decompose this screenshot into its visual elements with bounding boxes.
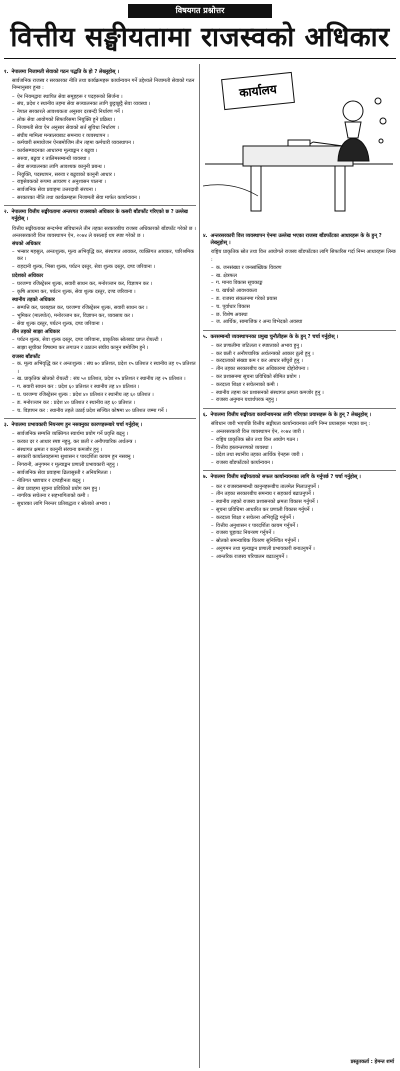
answer-item: – नेपाल सरकारले आवश्यकता अनुसार दरबन्दी निर्धारण गर्ने । xyxy=(12,109,196,116)
answer-item: – क. जनसंख्या र जनसांख्यिक विवरण xyxy=(211,265,396,272)
question-separator xyxy=(4,205,196,206)
answer-list xyxy=(211,265,396,327)
subsection-heading: संघको अधिकार xyxy=(12,241,41,248)
office-sign-text: कार्यालय xyxy=(238,82,278,100)
answer-block xyxy=(12,78,196,202)
answer-item: – कर्मचारी समायोजन ऐनबमोजिम तीन तहमा कर्मचारी व्यवस्थापन । xyxy=(12,140,196,147)
answer-item: – राहदानी शुल्क, भिसा शुल्क, पर्यटन दस्तुर, सेवा शुल्क दस्तुर, दण्ड जरिवाना । xyxy=(12,264,196,271)
answer-item: – सुधारका लागि निरन्तर प्रतिबद्धता र स्रोतको अभाव । xyxy=(12,501,196,508)
answer-item: – सेवा शुल्क दस्तुर, पर्यटन शुल्क, दण्ड जरिवाना । xyxy=(12,321,196,328)
question-number: ४. xyxy=(203,233,208,239)
answer-item: – ग. सवारी साधन कर : प्रदेश ६० प्रतिशत र स्थानीय तह ४० प्रतिशत । xyxy=(12,384,196,391)
question-separator xyxy=(203,330,396,331)
answer-item: – घ. खर्चको आवश्यकता xyxy=(211,288,396,295)
answer-item: – करदाताको संख्या कम र कर आधार साँघुरो हुनु । xyxy=(211,358,396,365)
answer-item: – राजस्व बाँडफाँटको कार्यान्वयन । xyxy=(211,460,396,467)
answer-item: – कर र राजस्वसम्बन्धी कानुनहरूबीच तालमेल मिलाउनुपर्ने । xyxy=(211,484,396,491)
answer-block xyxy=(12,431,196,508)
answer-item: – करका दर र आधार स्पष्ट नहुनु, कर छली र अनौपचारिक अर्थतन्त्र । xyxy=(12,439,196,446)
answer-item: – तीन तहका सरकारबीच कर अधिकारमा दोहोरोपना । xyxy=(211,366,396,373)
answer-item: – तीन तहका सरकारबीच समन्वय र सहकार्य बढाउनुपर्ने । xyxy=(211,491,396,498)
question-number: ७. xyxy=(203,474,208,481)
answer-item: – अनुगमन तथा मूल्याङ्कन प्रणाली प्रभावकारी बनाउनुपर्ने । xyxy=(211,546,396,553)
subsection-heading: राजस्व बाँडफाँट xyxy=(12,353,41,360)
answer-block xyxy=(211,421,396,468)
subsection-heading: स्थानीय तहको अधिकार xyxy=(12,297,55,304)
answer-item: – छ. विशेष अवस्था xyxy=(211,312,396,319)
answer-item: – नीतिगत भ्रष्टाचार र दण्डहीनता बढ्नु । xyxy=(12,478,196,485)
answer-item: – सेवा सञ्चालनका लागि आवश्यक कानुनी प्रबन्ध । xyxy=(12,164,196,171)
question-number: ५. xyxy=(203,333,208,340)
answer-block xyxy=(12,226,196,415)
answer-item: – साझा सूचीका विषयमा कर लगाउन र उठाउन संघीय कानुन बमोजिम हुने । xyxy=(12,345,196,352)
subsection-list xyxy=(12,337,196,352)
office-illustration xyxy=(203,66,396,226)
answer-item: – सेवा प्रवाहमा सूचना प्रविधिको प्रयोग कम हुनु । xyxy=(12,486,196,493)
answer-item: – भन्सार महसुल, अन्तःशुल्क, मूल्य अभिवृद्धि कर, संस्थागत आयकर, व्यक्तिगत आयकर, पारिश्रमिक कर । xyxy=(12,249,196,263)
right-column xyxy=(203,230,396,1066)
answer-item: – ख. क्षेत्रफल xyxy=(211,273,396,280)
question-separator xyxy=(203,470,396,471)
answer-list xyxy=(211,343,396,405)
answer-list xyxy=(211,484,396,561)
answer-item: – करदाता शिक्षा र सचेतना अभिवृद्धि गर्नुपर्ने । xyxy=(211,515,396,522)
answer-item: – सम्पत्ति कर, घरबहाल कर, घरजग्गा रजिस्ट्रेसन शुल्क, सवारी साधन कर । xyxy=(12,305,196,312)
answer-block xyxy=(211,249,396,326)
question-text: अन्तरसरकारी वित्त व्यवस्थापन ऐनमा उल्लेख भएका राजस्व बाँडफाँटका आधारहरू के के हुन् ? लेख्नुहोस् । xyxy=(210,233,382,247)
answer-item: – स्थानीय तहमा कर प्रशासनको संस्थागत क्षमता कमजोर हुनु । xyxy=(211,390,396,397)
answer-item: – स्थानीय तहको राजस्व प्रशासनको क्षमता विकास गर्नुपर्ने । xyxy=(211,499,396,506)
author-credit: प्रस्तुतकर्ता : हेमन्त शर्मा xyxy=(350,1059,394,1065)
column-divider xyxy=(199,64,200,1068)
answer-item: – घरजग्गा रजिस्ट्रेसन शुल्क, सवारी साधन कर, मनोरञ्जन कर, विज्ञापन कर । xyxy=(12,281,196,288)
answer-item: – संस्थागत क्षमता र कानुनी संरचना कमजोर हुनु । xyxy=(12,447,196,454)
question-text: नेपालमा वित्तीय सङ्घीयताको सफल कार्यान्वयनका लागि के गर्नुपर्छ ? चर्चा गर्नुहोस् । xyxy=(210,474,361,481)
subsection-list xyxy=(12,281,196,296)
answer-block xyxy=(211,484,396,561)
answer-intro: राष्ट्रिय प्राकृतिक स्रोत तथा वित्त आयोगले राजस्व बाँडफाँटका लागि सिफारिस गर्दा निम्न आधारहरू लिन्छ : xyxy=(211,249,396,263)
answer-item: – कर छली र अनौपचारिक अर्थतन्त्रको आकार ठूलो हुनु । xyxy=(211,351,396,358)
page-title: वित्तीय सङ्घीयतामा राजस्वको अधिकार xyxy=(10,22,390,53)
question-heading xyxy=(203,412,396,419)
answer-item: – वित्तीय अनुशासन र पारदर्शिता कायम गर्नुपर्ने । xyxy=(211,523,396,530)
answer-intro: सार्वजनिक राजस्व र सरकारका नीति तथा कार्यक्रमहरू कार्यान्वयन गर्ने उद्देश्यले निजामती सेवाको गठन निम्नानुसार हुन्छ : xyxy=(12,78,195,92)
question-number: ६. xyxy=(203,411,208,418)
answer-item: – सरकारका नीति तथा कार्यक्रमहरू निजामती सेवा मार्फत कार्यान्वयन । xyxy=(12,195,196,202)
answer-item: – ऐन नियमद्वारा स्थापित सेवा समूहहरू र पदहरूको सिर्जना । xyxy=(12,94,196,101)
answer-item: – ख. प्राकृतिक स्रोतको रोयल्टी : संघ ५० प्रतिशत, प्रदेश २५ प्रतिशत र स्थानीय तह २५ प्रतिशत । xyxy=(12,376,196,383)
question-text: नेपालमा निजामती सेवाको गठन पद्धति के हो ? लेख्नुहोस् । xyxy=(11,69,120,75)
answer-item: – राष्ट्रसेवकको रूपमा आचरण र अनुशासन पालना । xyxy=(12,179,196,186)
answer-item: – सूचना प्रविधिमा आधारित कर प्रणाली विकास गर्नुपर्ने । xyxy=(211,507,396,514)
answer-block xyxy=(211,343,396,405)
answer-item: – ग. मानव विकास सूचकाङ्क xyxy=(211,280,396,287)
answer-list xyxy=(12,94,196,203)
question-number: २. xyxy=(4,209,9,216)
question-text: नेपालमा वित्तीय सङ्घीयतामा अन्तरगत राजस्वको अधिकार के कसरी बाँडफाँट गरिएको छ ? उल्लेख गर्नुहोस् । xyxy=(11,209,188,223)
question-heading xyxy=(4,209,196,223)
answer-list xyxy=(211,429,396,467)
subsection-heading: तीन तहको साझा अधिकार xyxy=(12,329,60,336)
answer-item: – सार्वजनिक सेवा प्रवाहमा उत्तरदायी संरचना । xyxy=(12,187,196,194)
answer-item: – पर्यटन शुल्क, सेवा शुल्क दस्तुर, दण्ड जरिवाना, प्राकृतिक स्रोतबाट प्राप्त रोयल्टी । xyxy=(12,337,196,344)
question-text: नेपालमा वित्तीय सङ्घीयता कार्यान्वयनका लागि गरिएका प्रयासहरू के के हुन् ? लेख्नुहोस् । xyxy=(210,411,372,418)
answer-item: – संघीय मामिला मन्त्रालयबाट समन्वय र व्यवस्थापन । xyxy=(12,133,196,140)
subsection-heading: प्रदेशको अधिकार xyxy=(12,272,44,279)
title-rule xyxy=(4,58,396,59)
answer-item: – ज. आर्थिक, सामाजिक र अन्य विभेदको अवस्था xyxy=(211,319,396,326)
answer-item: – भूमिकर (मालपोत), मनोरञ्जन कर, विज्ञापन कर, व्यवसाय कर । xyxy=(12,313,196,320)
subsection-list xyxy=(12,361,196,414)
answer-item: – कार्यसम्पादनका आधारमा मूल्याङ्कन र बढुवा । xyxy=(12,148,196,155)
question-separator xyxy=(4,418,196,419)
question-heading xyxy=(203,233,396,247)
answer-item: – सार्वजनिक सम्पत्ति व्यक्तिगत स्वार्थमा प्रयोग गर्ने प्रवृत्ति बढ्नु । xyxy=(12,431,196,438)
answer-item: – च. विज्ञापन कर : स्थानीय तहले उठाई प्रदेश सञ्चित कोषमा ४० प्रतिशत जम्मा गर्ने । xyxy=(12,408,196,415)
answer-item: – स्रोतको समन्यायिक वितरण सुनिश्चित गर्नुपर्ने । xyxy=(211,538,396,545)
answer-item: – लोक सेवा आयोगको सिफारिसमा नियुक्ति हुने प्रक्रिया । xyxy=(12,117,196,124)
subsection-list xyxy=(12,305,196,328)
answer-item: – कर प्रशासनमा सूचना प्रविधिको सीमित प्रयोग । xyxy=(211,374,396,381)
answer-item: – सरकारी कार्यालयहरूमा सुशासन र पारदर्शिता कायम हुन नसक्नु । xyxy=(12,454,196,461)
answer-item: – नियुक्ति, पदस्थापन, सरुवा र बढुवाको कानुनी आधार । xyxy=(12,172,196,179)
answer-item: – अन्तरसरकारी वित्त व्यवस्थापन ऐन, २०७४ जारी । xyxy=(211,429,396,436)
question-heading xyxy=(4,422,196,429)
question-heading xyxy=(4,69,196,76)
answer-item: – सरुवा, बढुवा र तालिमसम्बन्धी व्यवस्था । xyxy=(12,156,196,163)
answer-item: – च. पूर्वाधार विकास xyxy=(211,304,396,311)
answer-item: – वित्तीय हस्तान्तरणको व्यवस्था । xyxy=(211,445,396,452)
answer-intro: वित्तीय सङ्घीयताका सन्दर्भमा संविधानले तीन तहका सरकारबीच राजस्व अधिकारको बाँडफाँट गरेको छ । अन्तरसरकारी वित्त व्यवस्थापन ऐन, २०७४ ले यसलाई थप स्पष्ट गरेको छ । xyxy=(12,225,196,239)
question-number: ३. xyxy=(4,421,9,428)
answer-item: – संघ, प्रदेश र स्थानीय तहमा सेवा सञ्चालनका लागि छुट्टाछुट्टै सेवा व्यवस्था । xyxy=(12,101,196,108)
answer-item: – ङ. राजस्व संकलनमा गरेको प्रयास xyxy=(211,296,396,303)
answer-item: – कृषि आयमा कर, पर्यटन शुल्क, सेवा शुल्क दस्तुर, दण्ड जरिवाना । xyxy=(12,289,196,296)
answer-item: – राजस्व अनुमान यथार्थपरक नहुनु । xyxy=(211,397,396,404)
answer-item: – निगरानी, अनुगमन र मूल्याङ्कन प्रणाली प्रभावकारी नहुनु । xyxy=(12,462,196,469)
answer-item: – आन्तरिक राजस्व परिचालन बढाउनुपर्ने । xyxy=(211,554,396,561)
answer-item: – क. मूल्य अभिवृद्धि कर र अन्तःशुल्क : संघ ७० प्रतिशत, प्रदेश १५ प्रतिशत र स्थानीय तह १५ प्रतिशत । xyxy=(12,361,196,375)
answer-item: – राजस्व चुहावट नियन्त्रण गर्नुपर्ने । xyxy=(211,530,396,537)
question-heading xyxy=(203,474,396,481)
subsection-list xyxy=(12,249,196,271)
answer-list xyxy=(12,431,196,508)
question-text: नेपालमा प्रभावकारी नियन्त्रण हुन नसक्नुका कारणहरूबारे चर्चा गर्नुहोस् । xyxy=(11,421,143,428)
answer-intro: संविधान जारी भएपछि वित्तीय सङ्घीयता कार्यान्वयनका लागि निम्न प्रयासहरू भएका छन् : xyxy=(211,420,371,427)
answer-item: – प्रदेश तथा स्थानीय तहका आर्थिक ऐनहरू जारी । xyxy=(211,452,396,459)
question-text: करसम्बन्धी व्यवस्थापनका प्रमुख चुनौतीहरू के के हुन् ? चर्चा गर्नुहोस् । xyxy=(210,333,339,340)
answer-item: – निजामती सेवा ऐन अनुसार सेवाको सर्त सुविधा निर्धारण । xyxy=(12,125,196,132)
answer-item: – कर प्रणालीमा जटिलता र स्पष्टताको अभाव हुनु । xyxy=(211,343,396,350)
question-number: १. xyxy=(4,69,9,75)
left-column xyxy=(4,66,196,1066)
answer-item: – नागरिक सचेतना र सहभागिताको कमी । xyxy=(12,493,196,500)
section-tag: विषयगत प्रश्नोत्तर xyxy=(128,4,272,18)
answer-item: – घ. घरजग्गा रजिस्ट्रेसन शुल्क : प्रदेश ४० प्रतिशत र स्थानीय तह ६० प्रतिशत । xyxy=(12,392,196,399)
question-separator xyxy=(203,408,396,409)
question-heading xyxy=(203,334,396,341)
answer-item: – राष्ट्रिय प्राकृतिक स्रोत तथा वित्त आयोग गठन । xyxy=(211,437,396,444)
answer-item: – करदाता शिक्षा र सचेतनाको कमी । xyxy=(211,382,396,389)
answer-item: – ङ. मनोरञ्जन कर : प्रदेश ४० प्रतिशत र स्थानीय तह ६० प्रतिशत । xyxy=(12,400,196,407)
answer-item: – सार्वजनिक सेवा प्रवाहमा ढिलासुस्ती र अनियमितता । xyxy=(12,470,196,477)
